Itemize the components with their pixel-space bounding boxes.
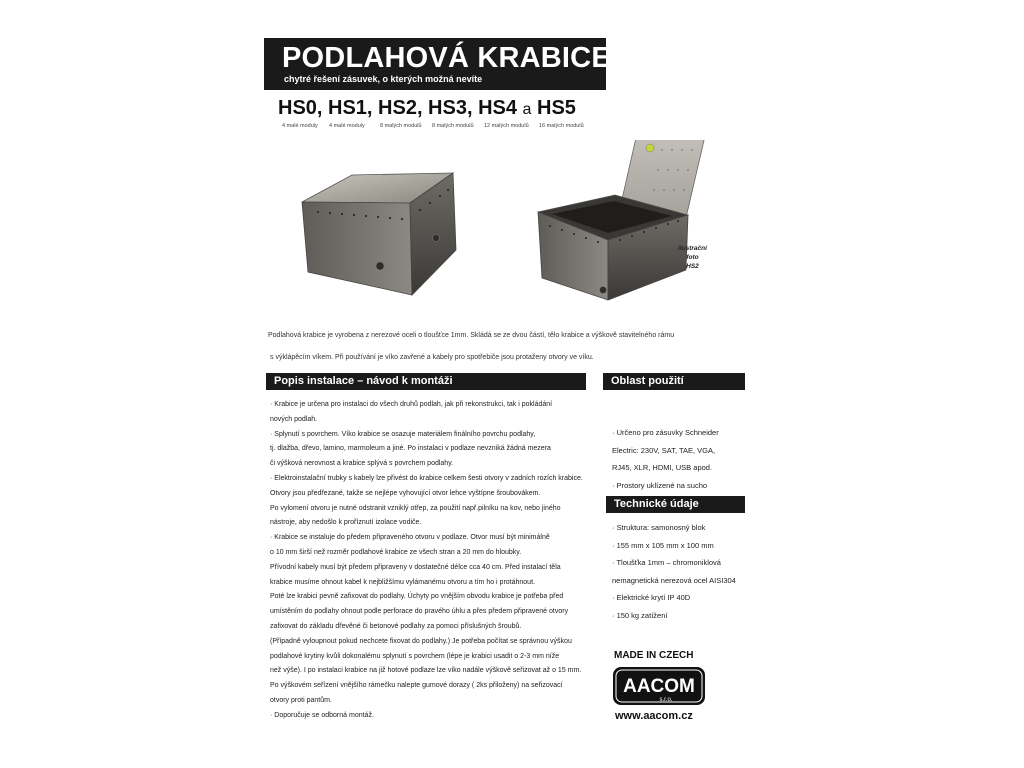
intro-line-2: s výklápěcím víkem. Při používání je víko zavřené a kabely pro spotřebiče jsou protaženy otvory ve víku. [270,354,594,361]
list-item: či výšková nerovnost a krabice splývá s povrchem podlahy. [270,460,454,468]
list-item: nových podlah. [270,415,318,423]
website-link[interactable]: www.aacom.cz [615,710,693,722]
module-note-hs1: 4 malé moduly [329,123,365,129]
list-item: nemagnetická nerezová ocel AISI304 [612,575,736,585]
list-item: Electric: 230V, SAT, TAE, VGA, [612,445,716,455]
model-names: HS0, HS1, HS2, HS3, HS4 [278,97,517,119]
list-item: · Prostory uklízené na sucho [612,480,708,490]
model-last: HS5 [537,97,576,119]
photo-caption-line: foto [686,254,699,261]
intro-line-1: Podlahová krabice je vyrobena z nerezové oceli o tloušťce 1mm. Skládá se ze dvou částí, tělo krabice a výškově stavitelného rámu [268,332,675,339]
list-item: než výše). I po instalaci krabice na již hotové podlaze lze víko nadále výškově seřizovat až o 15 mm. [270,667,582,675]
list-item: · Struktura: samonosný blok [612,523,706,532]
list-item: · Krabice je určena pro instalaci do všech druhů podlah, jak při rekonstrukci, tak i pokládání [270,401,553,408]
list-item: Poté lze krabici pevně zafixovat do podlahy. Úchyty po vnějším obvodu krabice je potřeba před [270,593,564,601]
list-item: podlahové krytiny kvůli dokonalému splynutí s povrchem (lépe je krabici usadit o 2-3 mm níže [270,652,560,660]
list-item: Přívodní kabely musí být předem připraveny v dostatečné délce cca 40 cm. Před instalací těla [270,563,561,571]
list-item: · Určeno pro zásuvky Schneider [612,428,719,437]
module-note-hs4: 12 malých modulů [484,123,529,129]
list-item: · Doporučuje se odborná montáž. [270,711,374,719]
technical-heading: Technické údaje [606,496,745,513]
svg-text:s.r.o.: s.r.o. [659,697,673,703]
list-item: (Případně vyloupnout pokud nechcete fixovat do podlahy.) Je potřeba počítat se správnou výškou [270,637,572,645]
list-item: o 10 mm širší než rozměr podlahové krabice ze všech stran a 20 mm do hloubky. [270,548,522,556]
usage-list [612,424,719,494]
photo-caption-line: ilustrační [678,245,707,252]
list-item: · Elektroinstalační trubky s kabely lze přivést do krabice celkem šesti otvory v zadních rozích krabice. [270,474,583,482]
made-in-label: MADE IN CZECH [614,650,694,661]
model-and: a [522,101,532,118]
module-note-hs5: 16 malých modulů [539,123,584,129]
list-item: RJ45, XLR, HDMI, USB apod. [612,463,713,472]
list-item: Po výškovém seřízení vnějšího rámečku nalepte gumové dorazy ( 2ks přiloženy) na seřizovací [270,682,563,690]
page-title: PODLAHOVÁ KRABICE [282,42,611,74]
list-item: · Krabice se instaluje do předem připraveného otvoru v podlaze. Otvor musí být minimálně [270,534,550,542]
list-item: · 150 kg zatížení [612,610,668,620]
page-subtitle: chytré řešení zásuvek, o kterých možná nevíte [284,74,483,84]
module-note-hs3: 8 malých modulů [432,123,474,129]
photo-caption-line: HS2 [686,263,699,270]
list-item: Otvory jsou předřezané, takže se nejlépe vyhovující otvor lehce vyštípne šroubovákem. [270,489,541,497]
list-item: · Tloušťka 1mm – chromoniklová [612,558,721,567]
title-bar [264,38,611,90]
module-note-hs0: 4 malé moduly [282,123,318,129]
installation-heading: Popis instalace – návod k montáži [266,373,586,390]
installation-list [270,398,583,724]
list-item: · 155 mm x 105 mm x 100 mm [612,540,714,550]
photo-caption [678,244,707,271]
aacom-logo [612,666,706,706]
product-photos [270,140,750,315]
list-item: umístěním do podlahy ohnout podle perforace do pravého úhlu a přes předem připravené otvory [270,608,569,616]
module-note-hs2: 8 malých modulů [380,123,422,129]
usage-heading: Oblast použití [603,373,745,390]
open-box-image [538,140,718,300]
list-item: Po vylomení otvoru je nutné odstranit vzniklý otřep, za použití např.pilníku na kov, nebo jiného [270,504,561,512]
list-item: otvory proti pantům. [270,696,332,704]
list-item: tj. dlažba, dřevo, lamino, marmoleum a jiné. Po instalaci v podlaze nevzniká žádná mezera [270,445,551,453]
list-item: zafixovat do základu dřevěné či betonové podlahy za pomoci příslušných šroubů. [270,622,522,630]
list-item: · Elektrické krytí IP 40D [612,593,691,602]
model-list [278,97,576,120]
svg-text:AACOM: AACOM [623,676,695,697]
technical-list [612,519,736,624]
list-item: krabice musíme ohnout kabel k nejbližšímu vylámanému otvoru a tím ho i protáhnout. [270,578,535,586]
list-item: · Splynutí s povrchem. Víko krabice se osazuje materiálem finálního povrchu podlahy, [270,430,536,438]
list-item: nástroje, aby nedošlo k proříznutí izolace vodiče. [270,519,422,527]
closed-box-image [302,173,456,295]
